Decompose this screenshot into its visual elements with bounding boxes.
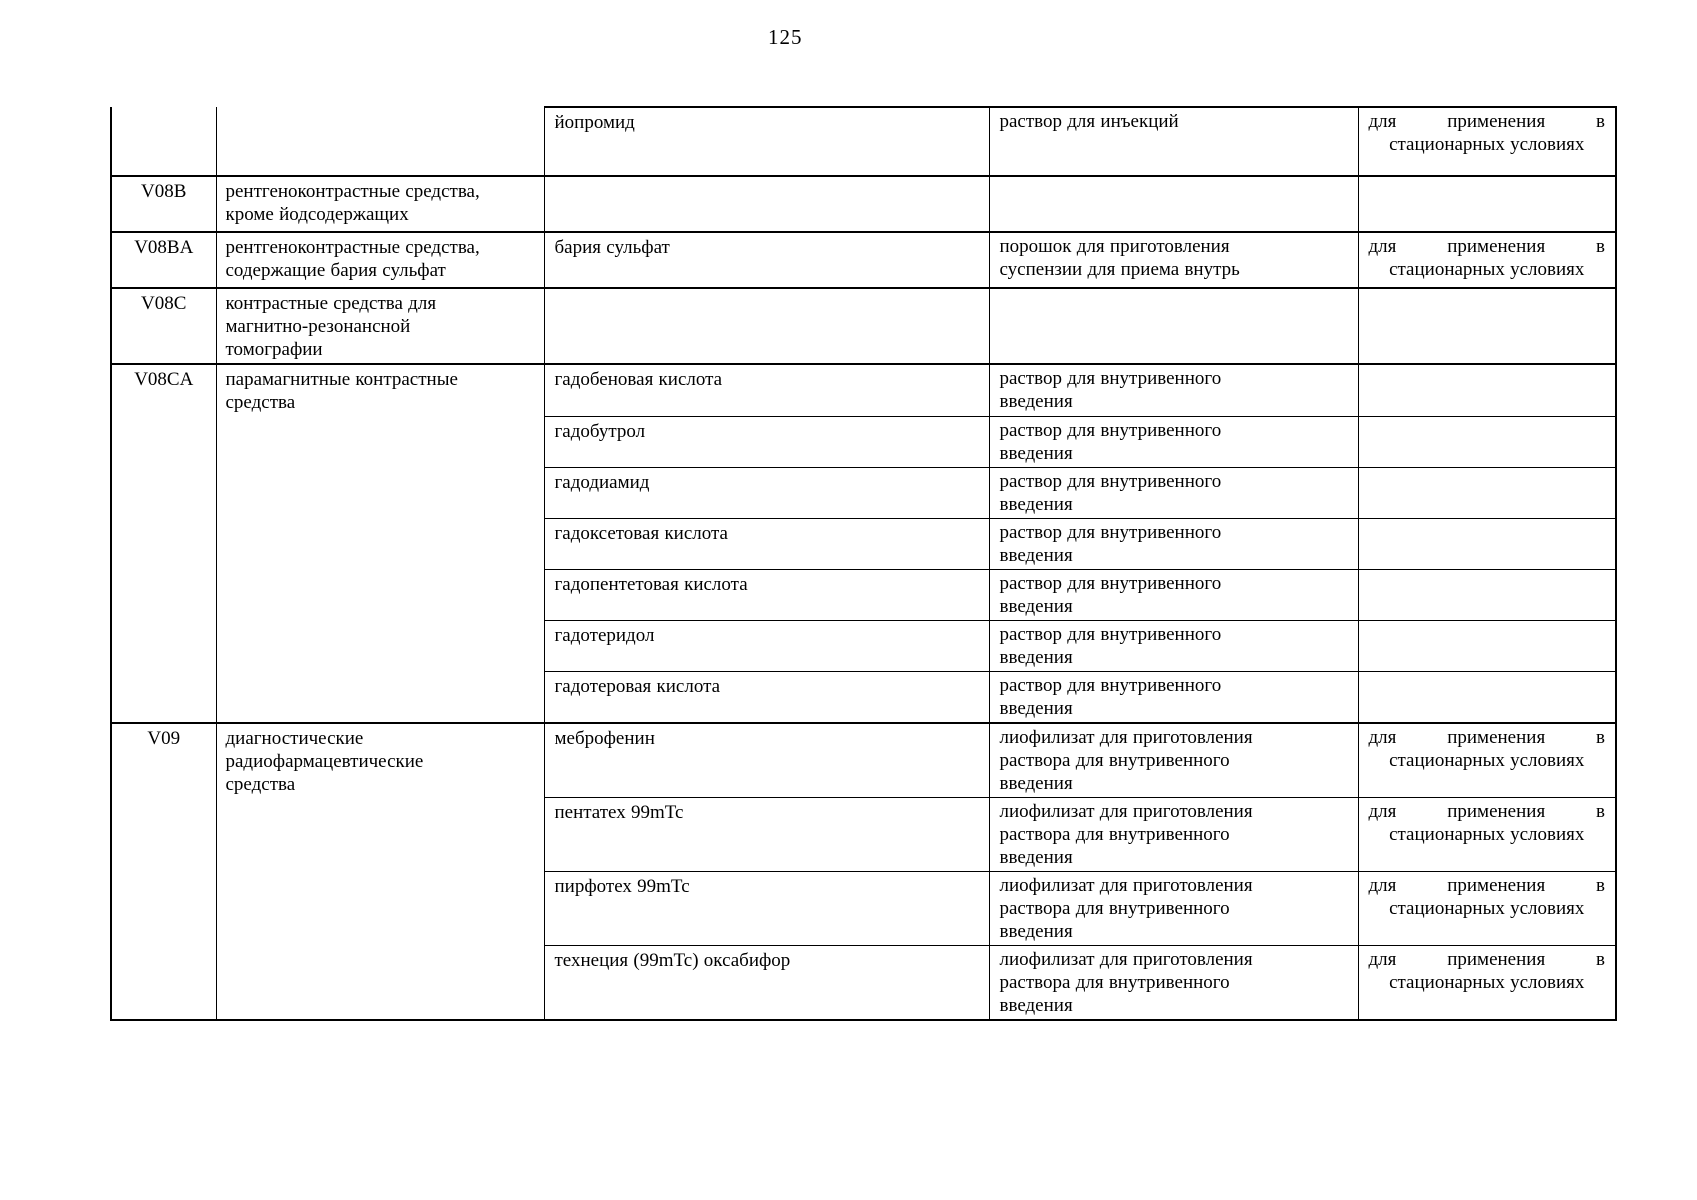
form-cell xyxy=(989,288,1358,364)
form-cell: раствор для внутривенного введения xyxy=(989,671,1358,723)
drug-cell xyxy=(544,176,989,232)
table-row xyxy=(111,107,1616,176)
category-cell: парамагнитные контрастные средства xyxy=(216,364,544,723)
usage-cell xyxy=(1358,620,1616,671)
category-cell: диагностические радиофармацевтические средства xyxy=(216,723,544,1020)
form-cell: раствор для внутривенного введения xyxy=(989,569,1358,620)
usage-cell: для применения в стационарных условиях xyxy=(1358,797,1616,871)
drug-cell: меброфенин xyxy=(544,723,989,798)
form-cell: лиофилизат для приготовления раствора для внутривенного введения xyxy=(989,723,1358,798)
code-cell xyxy=(111,107,216,176)
table-row xyxy=(111,288,1616,364)
drug-cell: пентатех 99mTc xyxy=(544,797,989,871)
form-cell: лиофилизат для приготовления раствора для внутривенного введения xyxy=(989,797,1358,871)
usage-cell xyxy=(1358,467,1616,518)
usage-cell xyxy=(1358,518,1616,569)
drug-cell: гадопентетовая кислота xyxy=(544,569,989,620)
usage-cell: для применения в стационарных условиях xyxy=(1358,107,1616,176)
drug-cell: гадобеновая кислота xyxy=(544,364,989,416)
usage-cell: для применения в стационарных условиях xyxy=(1358,945,1616,1020)
drug-cell: гадодиамид xyxy=(544,467,989,518)
category-cell: контрастные средства для магнитно-резонансной томографии xyxy=(216,288,544,364)
form-cell: лиофилизат для приготовления раствора для внутривенного введения xyxy=(989,945,1358,1020)
category-cell: рентгеноконтрастные средства, содержащие бария сульфат xyxy=(216,232,544,288)
table-row xyxy=(111,364,1616,416)
table-row xyxy=(111,723,1616,798)
usage-cell: для применения в стационарных условиях xyxy=(1358,232,1616,288)
drug-cell xyxy=(544,288,989,364)
drug-cell: гадобутрол xyxy=(544,416,989,467)
category-cell xyxy=(216,107,544,176)
code-cell: V09 xyxy=(111,723,216,1020)
form-cell: раствор для внутривенного введения xyxy=(989,518,1358,569)
drug-cell: пирфотех 99mTc xyxy=(544,871,989,945)
usage-cell xyxy=(1358,569,1616,620)
form-cell: раствор для внутривенного введения xyxy=(989,467,1358,518)
drug-cell: йопромид xyxy=(544,107,989,176)
table-row xyxy=(111,176,1616,232)
code-cell: V08BA xyxy=(111,232,216,288)
code-cell: V08B xyxy=(111,176,216,232)
usage-cell xyxy=(1358,364,1616,416)
drug-cell: гадоксетовая кислота xyxy=(544,518,989,569)
drug-classification-table xyxy=(110,106,1617,1021)
usage-cell xyxy=(1358,176,1616,232)
usage-cell: для применения в стационарных условиях xyxy=(1358,723,1616,798)
drug-cell: гадотеридол xyxy=(544,620,989,671)
usage-cell xyxy=(1358,288,1616,364)
form-cell: раствор для внутривенного введения xyxy=(989,416,1358,467)
drug-cell: бария сульфат xyxy=(544,232,989,288)
code-cell: V08CA xyxy=(111,364,216,723)
page-number: 125 xyxy=(768,25,803,49)
drug-cell: гадотеровая кислота xyxy=(544,671,989,723)
form-cell: раствор для инъекций xyxy=(989,107,1358,176)
form-cell: раствор для внутривенного введения xyxy=(989,620,1358,671)
usage-cell: для применения в стационарных условиях xyxy=(1358,871,1616,945)
drug-cell: технеция (99mTc) оксабифор xyxy=(544,945,989,1020)
form-cell: лиофилизат для приготовления раствора для внутривенного введения xyxy=(989,871,1358,945)
form-cell: порошок для приготовления суспензии для приема внутрь xyxy=(989,232,1358,288)
category-cell: рентгеноконтрастные средства, кроме йодсодержащих xyxy=(216,176,544,232)
code-cell: V08C xyxy=(111,288,216,364)
table-row xyxy=(111,232,1616,288)
usage-cell xyxy=(1358,671,1616,723)
form-cell xyxy=(989,176,1358,232)
form-cell: раствор для внутривенного введения xyxy=(989,364,1358,416)
usage-cell xyxy=(1358,416,1616,467)
